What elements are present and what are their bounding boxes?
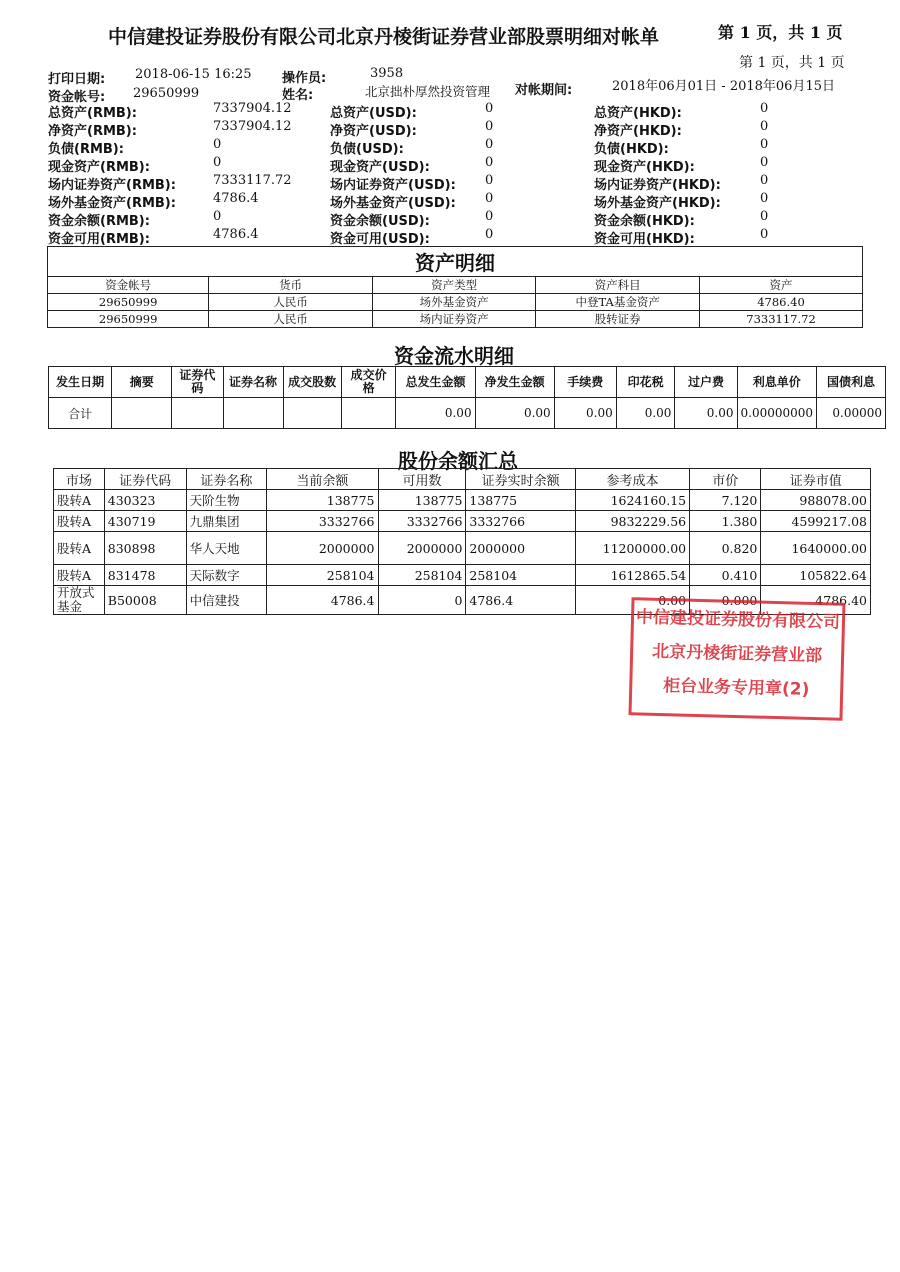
- flow-total-cell: 0.00: [554, 398, 616, 429]
- company-seal: [628, 597, 845, 721]
- page-indicator: 第 1 页，共 1 页: [718, 23, 843, 42]
- holdings-cell: 中信建投: [186, 586, 267, 615]
- summary-label: 负债(USD):: [330, 142, 404, 157]
- holdings-cell: 9832229.56: [575, 511, 689, 532]
- holdings-cell: B50008: [104, 586, 186, 615]
- holdings-cell: 4599217.08: [761, 511, 871, 532]
- holdings-row: [54, 565, 871, 586]
- holdings-cell: 258104: [267, 565, 378, 586]
- flow-header-cell: 手续费: [554, 367, 616, 398]
- holdings-cell: 1640000.00: [761, 532, 871, 565]
- summary-value: 0: [485, 119, 494, 134]
- holdings-cell: 3332766: [378, 511, 466, 532]
- summary-label: 资金余额(USD):: [330, 214, 430, 229]
- flow-header-cell: 成交股数: [283, 367, 341, 398]
- fund-flow-title: 资金流水明细: [394, 344, 514, 368]
- holdings-cell: 股转A: [54, 532, 105, 565]
- account-name: 北京拙朴厚然投资管理: [365, 84, 491, 99]
- holdings-cell: 2000000: [466, 532, 576, 565]
- summary-value: 7337904.12: [213, 101, 292, 116]
- asset-cell: 4786.40: [700, 294, 863, 311]
- holdings-cell: 华人天地: [186, 532, 267, 565]
- flow-empty-cell: [223, 398, 283, 429]
- fund-flow-table: [48, 366, 886, 429]
- holdings-header-cell: 证券代码: [104, 469, 186, 490]
- summary-value: 7337904.12: [213, 119, 292, 134]
- flow-empty-cell: [112, 398, 172, 429]
- statement-period: 2018年06月01日 - 2018年06月15日: [612, 79, 835, 94]
- page-indicator-small: 第 1 页，共 1 页: [739, 55, 845, 71]
- asset-cell: 中登TA基金资产: [536, 294, 700, 311]
- holdings-header-cell: 证券市值: [761, 469, 871, 490]
- flow-header-cell: 国债利息: [817, 367, 886, 398]
- summary-label: 场外基金资产(RMB):: [48, 196, 176, 211]
- holdings-row: [54, 532, 871, 565]
- holdings-cell: 11200000.00: [575, 532, 689, 565]
- holdings-cell: 4786.40: [761, 586, 871, 615]
- holdings-cell: 1612865.54: [575, 565, 689, 586]
- holdings-header-cell: 证券实时余额: [466, 469, 576, 490]
- flow-header-cell: 过户费: [675, 367, 737, 398]
- summary-label: 场外基金资产(HKD):: [594, 196, 721, 211]
- asset-detail-table: [47, 246, 863, 328]
- holdings-cell: 4786.4: [267, 586, 378, 615]
- holdings-cell: 430719: [104, 511, 186, 532]
- asset-row: [48, 311, 863, 328]
- print-date: 2018-06-15 16:25: [135, 67, 252, 82]
- holdings-cell: 7.120: [690, 490, 761, 511]
- asset-cell: 7333117.72: [700, 311, 863, 328]
- name-label: 姓名:: [282, 88, 314, 103]
- holdings-cell: 105822.64: [761, 565, 871, 586]
- holdings-cell: 258104: [378, 565, 466, 586]
- asset-cell: 股转证券: [536, 311, 700, 328]
- period-label: 对帐期间:: [515, 83, 573, 98]
- holdings-cell: 2000000: [267, 532, 378, 565]
- summary-value: 0: [485, 137, 494, 152]
- holdings-cell: 九鼎集团: [186, 511, 267, 532]
- holdings-cell: 股转A: [54, 511, 105, 532]
- asset-header-cell: 货币: [209, 277, 372, 294]
- asset-cell: 人民币: [209, 294, 372, 311]
- summary-label: 资金可用(USD):: [330, 232, 430, 247]
- summary-label: 资金余额(HKD):: [594, 214, 695, 229]
- holdings-cell: 831478: [104, 565, 186, 586]
- operator: 3958: [370, 66, 404, 81]
- flow-total-cell: 0.00: [675, 398, 737, 429]
- print-date-label: 打印日期:: [48, 72, 106, 87]
- holdings-cell: 0.00: [575, 586, 689, 615]
- holdings-cell: 1.380: [690, 511, 761, 532]
- holdings-cell: 3332766: [466, 511, 576, 532]
- summary-value: 0: [760, 173, 769, 188]
- holdings-header-cell: 市价: [690, 469, 761, 490]
- holdings-row: [54, 490, 871, 511]
- flow-total-cell: 0.00: [475, 398, 554, 429]
- summary-label: 负债(HKD):: [594, 142, 669, 157]
- asset-header-cell: 资金帐号: [48, 277, 209, 294]
- holdings-header-cell: 证券名称: [186, 469, 267, 490]
- summary-label: 净资产(HKD):: [594, 124, 682, 139]
- summary-label: 资金可用(RMB):: [48, 232, 150, 247]
- summary-label: 总资产(USD):: [330, 106, 417, 121]
- summary-value: 0: [213, 155, 222, 170]
- holdings-cell: 0.410: [690, 565, 761, 586]
- holdings-cell: 430323: [104, 490, 186, 511]
- summary-value: 0: [760, 155, 769, 170]
- seal-line-3: 柜台业务专用章(2): [662, 676, 810, 700]
- document-title: 中信建投证券股份有限公司北京丹棱街证券营业部股票明细对帐单: [108, 26, 660, 48]
- flow-empty-cell: [172, 398, 223, 429]
- flow-empty-cell: [341, 398, 396, 429]
- summary-label: 场外基金资产(USD):: [330, 196, 456, 211]
- summary-label: 现金资产(USD):: [330, 160, 430, 175]
- holdings-cell: 830898: [104, 532, 186, 565]
- seal-line-2: 北京丹棱街证券营业部: [651, 641, 823, 667]
- account-number: 29650999: [133, 86, 200, 101]
- flow-header-cell: 净发生金额: [475, 367, 554, 398]
- holdings-cell: 138775: [267, 490, 378, 511]
- flow-header-cell: 成交价格: [341, 367, 396, 398]
- summary-label: 场内证券资产(USD):: [330, 178, 456, 193]
- asset-detail-title: 资产明细: [415, 251, 495, 275]
- asset-header-cell: 资产科目: [536, 277, 700, 294]
- holdings-header-cell: 参考成本: [575, 469, 689, 490]
- asset-cell: 人民币: [209, 311, 372, 328]
- summary-label: 现金资产(RMB):: [48, 160, 150, 175]
- summary-label: 资金余额(RMB):: [48, 214, 150, 229]
- flow-header-cell: 证券名称: [223, 367, 283, 398]
- holdings-header-cell: 市场: [54, 469, 105, 490]
- holdings-cell: 0.000: [690, 586, 761, 615]
- holdings-cell: 988078.00: [761, 490, 871, 511]
- holdings-cell: 天际数字: [186, 565, 267, 586]
- asset-row: [48, 294, 863, 311]
- flow-total-cell: 0.00: [396, 398, 475, 429]
- summary-label: 总资产(RMB):: [48, 106, 137, 121]
- holdings-cell: 2000000: [378, 532, 466, 565]
- summary-value: 0: [760, 191, 769, 206]
- asset-header-cell: 资产: [700, 277, 863, 294]
- holdings-header-cell: 当前余额: [267, 469, 378, 490]
- holdings-cell: 股转A: [54, 565, 105, 586]
- summary-value: 0: [485, 173, 494, 188]
- flow-header-cell: 利息单价: [737, 367, 817, 398]
- summary-label: 净资产(USD):: [330, 124, 417, 139]
- holdings-title: 股份余额汇总: [398, 449, 518, 473]
- holdings-header-cell: 可用数: [378, 469, 466, 490]
- summary-value: 4786.4: [213, 227, 259, 242]
- summary-value: 0: [485, 191, 494, 206]
- holdings-cell: 4786.4: [466, 586, 576, 615]
- summary-value: 0: [213, 137, 222, 152]
- asset-cell: 场内证券资产: [372, 311, 535, 328]
- holdings-cell: 0: [378, 586, 466, 615]
- holdings-cell: 138775: [378, 490, 466, 511]
- summary-value: 0: [760, 209, 769, 224]
- summary-label: 现金资产(HKD):: [594, 160, 695, 175]
- holdings-cell: 0.820: [690, 532, 761, 565]
- summary-label: 场内证券资产(RMB):: [48, 178, 176, 193]
- flow-header-cell: 印花税: [616, 367, 675, 398]
- summary-value: 0: [485, 227, 494, 242]
- flow-header-cell: 摘要: [112, 367, 172, 398]
- flow-header-cell: 证券代码: [172, 367, 223, 398]
- flow-empty-cell: [283, 398, 341, 429]
- flow-total-cell: 0.00: [616, 398, 675, 429]
- asset-cell: 29650999: [48, 294, 209, 311]
- flow-header-cell: 发生日期: [49, 367, 112, 398]
- flow-total-cell: 0.00000000: [737, 398, 817, 429]
- holdings-cell: 258104: [466, 565, 576, 586]
- holdings-row: [54, 511, 871, 532]
- summary-value: 0: [760, 119, 769, 134]
- holdings-cell: 1624160.15: [575, 490, 689, 511]
- account-label: 资金帐号:: [48, 90, 106, 105]
- holdings-cell: 开放式基金: [54, 586, 105, 615]
- seal-line-1: 中信建投证券股份有限公司: [635, 607, 841, 633]
- summary-value: 4786.4: [213, 191, 259, 206]
- summary-label: 负债(RMB):: [48, 142, 124, 157]
- summary-value: 7333117.72: [213, 173, 292, 188]
- summary-value: 0: [485, 155, 494, 170]
- summary-label: 净资产(RMB):: [48, 124, 137, 139]
- summary-value: 0: [760, 227, 769, 242]
- holdings-cell: 股转A: [54, 490, 105, 511]
- summary-value: 0: [760, 101, 769, 116]
- operator-label: 操作员:: [282, 71, 327, 86]
- summary-value: 0: [485, 209, 494, 224]
- flow-total-cell: 0.00000: [817, 398, 886, 429]
- holdings-table: [53, 468, 871, 615]
- summary-value: 0: [485, 101, 494, 116]
- flow-total-label: 合计: [49, 398, 112, 429]
- holdings-cell: 3332766: [267, 511, 378, 532]
- summary-value: 0: [760, 137, 769, 152]
- asset-header-cell: 资产类型: [372, 277, 535, 294]
- summary-label: 场内证券资产(HKD):: [594, 178, 721, 193]
- holdings-cell: 138775: [466, 490, 576, 511]
- holdings-cell: 天阶生物: [186, 490, 267, 511]
- flow-header-cell: 总发生金额: [396, 367, 475, 398]
- summary-label: 总资产(HKD):: [594, 106, 682, 121]
- summary-value: 0: [213, 209, 222, 224]
- summary-label: 资金可用(HKD):: [594, 232, 695, 247]
- asset-cell: 29650999: [48, 311, 209, 328]
- asset-cell: 场外基金资产: [372, 294, 535, 311]
